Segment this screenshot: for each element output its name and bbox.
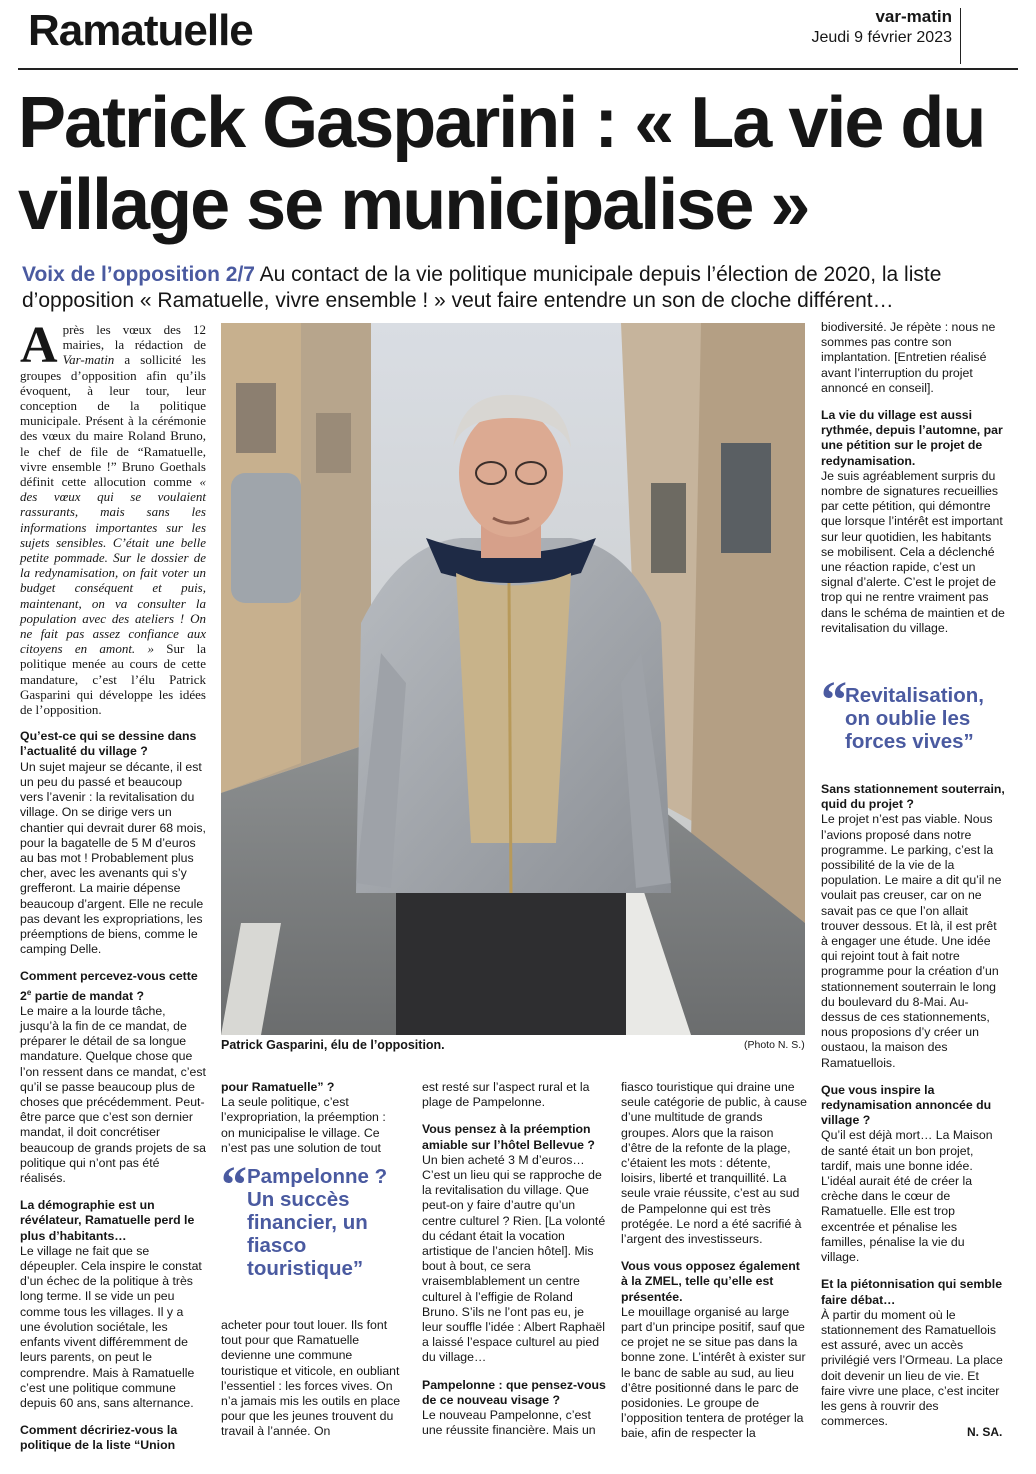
question-11: Et la piétonnisation qui semble faire débat… [821,1277,1003,1307]
question-9: Sans stationnement souterrain, quid du projet ? [821,782,1005,812]
drop-cap: A [20,317,58,374]
pull-quote-revitalisation [821,672,1011,753]
pull-quote-text: Revitalisation, on oublie les forces vives” [845,684,984,753]
column-2 [221,1080,401,1156]
answer-11: À partir du moment où le stationnement des Ramatuellois est assuré, avec un accès privilégié vers l’Ormeau. La place doit devenir un lieu de vie. Et faire vivre une place, c’est inciter les gens à rouvrir des commerces. [821,1307,1003,1429]
deck-text: Au contact de la vie politique municipale depuis l’élection de 2020, la liste d’opposition « Ramatuelle, vivre ensemble ! » veut faire entendre un son de cloche différent… [22,263,942,312]
portrait-photo [221,323,805,1035]
question-5: Vous pensez à la préemption amiable sur l’hôtel Bellevue ? [422,1122,595,1152]
answer-6: Le nouveau Pampelonne, c’est une réussite financière. Mais un [422,1408,596,1438]
question-3: La démographie est un révélateur, Ramatuelle perd le plus d’habitants… [20,1198,195,1243]
answer-5: Un bien acheté 3 M d’euros… C’est un lieu qui se rapproche de la revitalisation du village. Que peut-on y faire d’autre qu’un centre culturel ? Rien. [La volonté du cédant était la vocation artistique de l’ancien hôtel]. Mis bout à bout, ce sera vraisemblablement un centre culturel à l’effigie de Roland Bruno. S’ils ne l’ont pas eu, je leur souffle l’idée : Albert Raphaël a laissé l’espace culturel au pied du village… [422,1152,606,1365]
question-7: Vous vous opposez également à la ZMEL, telle qu’elle est présentée. [621,1259,800,1304]
open-quote-mark: “ [821,672,847,729]
answer-6-continued: fiasco touristique qui draine une seule catégorie de public, à cause d’une multitude de grands groupes. Alors que la raison d’être de la refonte de la plage, c’étaient les mots : détente, loisirs, liberté et tranquillité. La seule vraie réussite, c’est au sud de Pampelonne qui est très protégée. Le nord a été sacrifié à l’argent des investisseurs. [621,1080,807,1247]
answer-1: Un sujet majeur se décante, il est un peu du passé et beaucoup vers l’avenir : la revitalisation du village. On se dirige vers un chantier qui devrait durer 68 mois, pour la bagatelle de 5 M d’euros au bas mot ! Probablement plus cher, avec les avenants qui s’y grefferont. La mairie dépense beaucoup d’argent. Elle ne recule pas devant les expropriations, les préemptions de biens, comme le camping Delle. [20,759,206,957]
article-deck [22,262,1022,314]
newspaper-name: var-matin [875,7,952,26]
column-5 [821,320,1005,636]
answer-2: Le maire a la lourde tâche, jusqu’à la fin de ce mandat, de préparer le détail de sa longue mandature. Quelque chose que l’on ressent dans ce mandat, c’est qu’il se passe beaucoup plus de choses que précédemment. Peut-être parce que c’est son dernier mandat, il doit concrétiser beaucoup de grands projets de sa politique qui n’ont pas été réalisés. [20,1003,206,1186]
column-5-continued [821,782,1005,1429]
intro-quote: « des vœux qui se voulaient rassurants, mais sans les informations importantes sur les sujets sensibles. C’était une belle petite pommade. Sur le dossier de la redynamisation, on fait voter un budget conséquent et puis, maintenant, on va consulter la population avec des ateliers ! On ne fait pas assez confiance aux citoyens en amont. » [20,474,206,657]
question-2: Comment percevez-vous cette 2e partie de mandat ? [20,969,198,1003]
question-1: Qu’est-ce qui se dessine dans l’actualité du village ? [20,729,197,759]
intro-text-b: a sollicité les groupes d’opposition afin qu’ils évoquent, à leur tour, leur conception de la politique municipale. Présent à la cérémonie des vœux du maire Roland Bruno, le chef de file de “Ramatuelle, vivre ensemble !” Bruno Goethals définit cette allocution comme [20,352,206,490]
column-4 [621,1080,807,1442]
masthead-divider [960,8,961,64]
question-4-start: Comment décririez-vous la politique de la liste “Union [20,1423,178,1453]
intro-text-c: Sur la politique menée au cours de cette mandature, c’est l’élu Patrick Gasparini qui développe les idées de l’opposition. [20,641,206,718]
answer-4-end: est resté sur l’aspect rural et la plage de Pampelonne. [422,1080,590,1110]
column-3 [422,1080,606,1438]
intro-text-a: près les vœux des 12 mairies, la rédaction de [62,322,206,353]
answer-8: Je suis agréablement surpris du nombre de signatures recueillies par cette pétition, qui démontre que lorsque l’intérêt est important sur leur quotidien, les habitants se mobilisent. Cela a déclenché une réaction rapide, c’est un signal d’alerte. C’est le projet de trop qui ne rentre vraiment pas dans le schéma de maintien et de revitalisation du village. [821,468,1005,635]
question-4-end: pour Ramatuelle” ? [221,1080,335,1094]
question-10: Que vous inspire la redynamisation annoncée du village ? [821,1082,992,1128]
publication-date: Jeudi 9 février 2023 [811,29,952,46]
intro-paper-name: Var-matin [62,352,115,368]
column-2-continued [221,1318,401,1440]
section-title: Ramatuelle [28,6,253,55]
open-quote-mark: “ [221,1157,247,1214]
answer-4: La seule politique, c’est l’expropriation, la préemption : on municipalise le village. Ce n’est pas une solution de tout [221,1095,386,1155]
pull-quote-text: Pampelonne ? Un succès financier, un fiasco touristique” [247,1165,388,1280]
answer-9: Le projet n’est pas viable. Nous l’avions proposé dans notre programme. Le parking, c’est la possibilité de la vie de la population. Le maire a dit qu’il ne voulait pas creuser, car on ne savait pas ce que l’on allait trouver dessous. Et là, il est prêt à engager une étude. Une idée qui rejoint tout à fait notre programme pour la création d’un stationnement souterrain le long du boulevard du 8-Mai. Au-dessus de ces stationnements, nous proposions d’y créer un oustaou, la maison des Ramatuellois. [821,812,1002,1070]
question-6: Pampelonne : que pensez-vous de ce nouveau visage ? [422,1377,606,1407]
pull-quote-pampelonne [221,1157,401,1280]
answer-3: Le village ne fait que se dépeupler. Cela inspire le constat d’un échec de la politique à très long terme. Il se vide un peu comme tous les villages. Il y a une évolution sociétale, les enfants vivent différemment de leurs parents, on peut le comprendre. Mais à Ramatuelle c’est une politique commune depuis 60 ans, sans alternance. [20,1243,202,1410]
question-8: La vie du village est aussi rythmée, depuis l’automne, par une pétition sur le projet de redynamisation. [821,408,1003,468]
answer-10: Qu’il est déjà mort… La Maison de santé était un bon projet, tardif, mais une bonne idée. L’idéal aurait été de créer la crèche dans le cœur de Ramatuelle. Elle est trop excentrée et pénalise les familles, pénalise la vie du village. [821,1128,993,1265]
article-headline: Patrick Gasparini : « La vie du village se municipalise » [18,83,985,245]
photo-caption: Patrick Gasparini, élu de l’opposition. [221,1038,445,1052]
masthead-rule [18,68,1018,70]
street-portrait-image [221,323,805,1035]
intro-paragraph [20,317,206,718]
author-signature: N. SA. [967,1425,1003,1439]
series-kicker: Voix de l’opposition 2/7 [22,263,255,286]
column-1 [20,317,206,1454]
answer-4-continued: acheter pour tout louer. Ils font tout pour que Ramatuelle devienne une commune touristique et viticole, en oubliant l’essentiel : les forces vives. On n’a jamais mis les outils en place pour que les jeunes trouvent du travail à l’année. On [221,1318,401,1439]
answer-7: Le mouillage organisé au large part d’un principe positif, sauf que ce projet ne se situe pas dans la bonne zone. L’intérêt à exister sur le banc de sable au sud, au lieu d’être positionné dans le parc de posidonies. Le groupe de l’opposition tentera de protéger la baie, afin de respecter la [621,1304,806,1441]
photo-credit: (Photo N. S.) [744,1039,805,1051]
answer-7-end: biodiversité. Je répète : nous ne sommes pas contre son implantation. [Entretien réalisé avant l’interruption du projet annoncé en conseil]. [821,320,996,395]
